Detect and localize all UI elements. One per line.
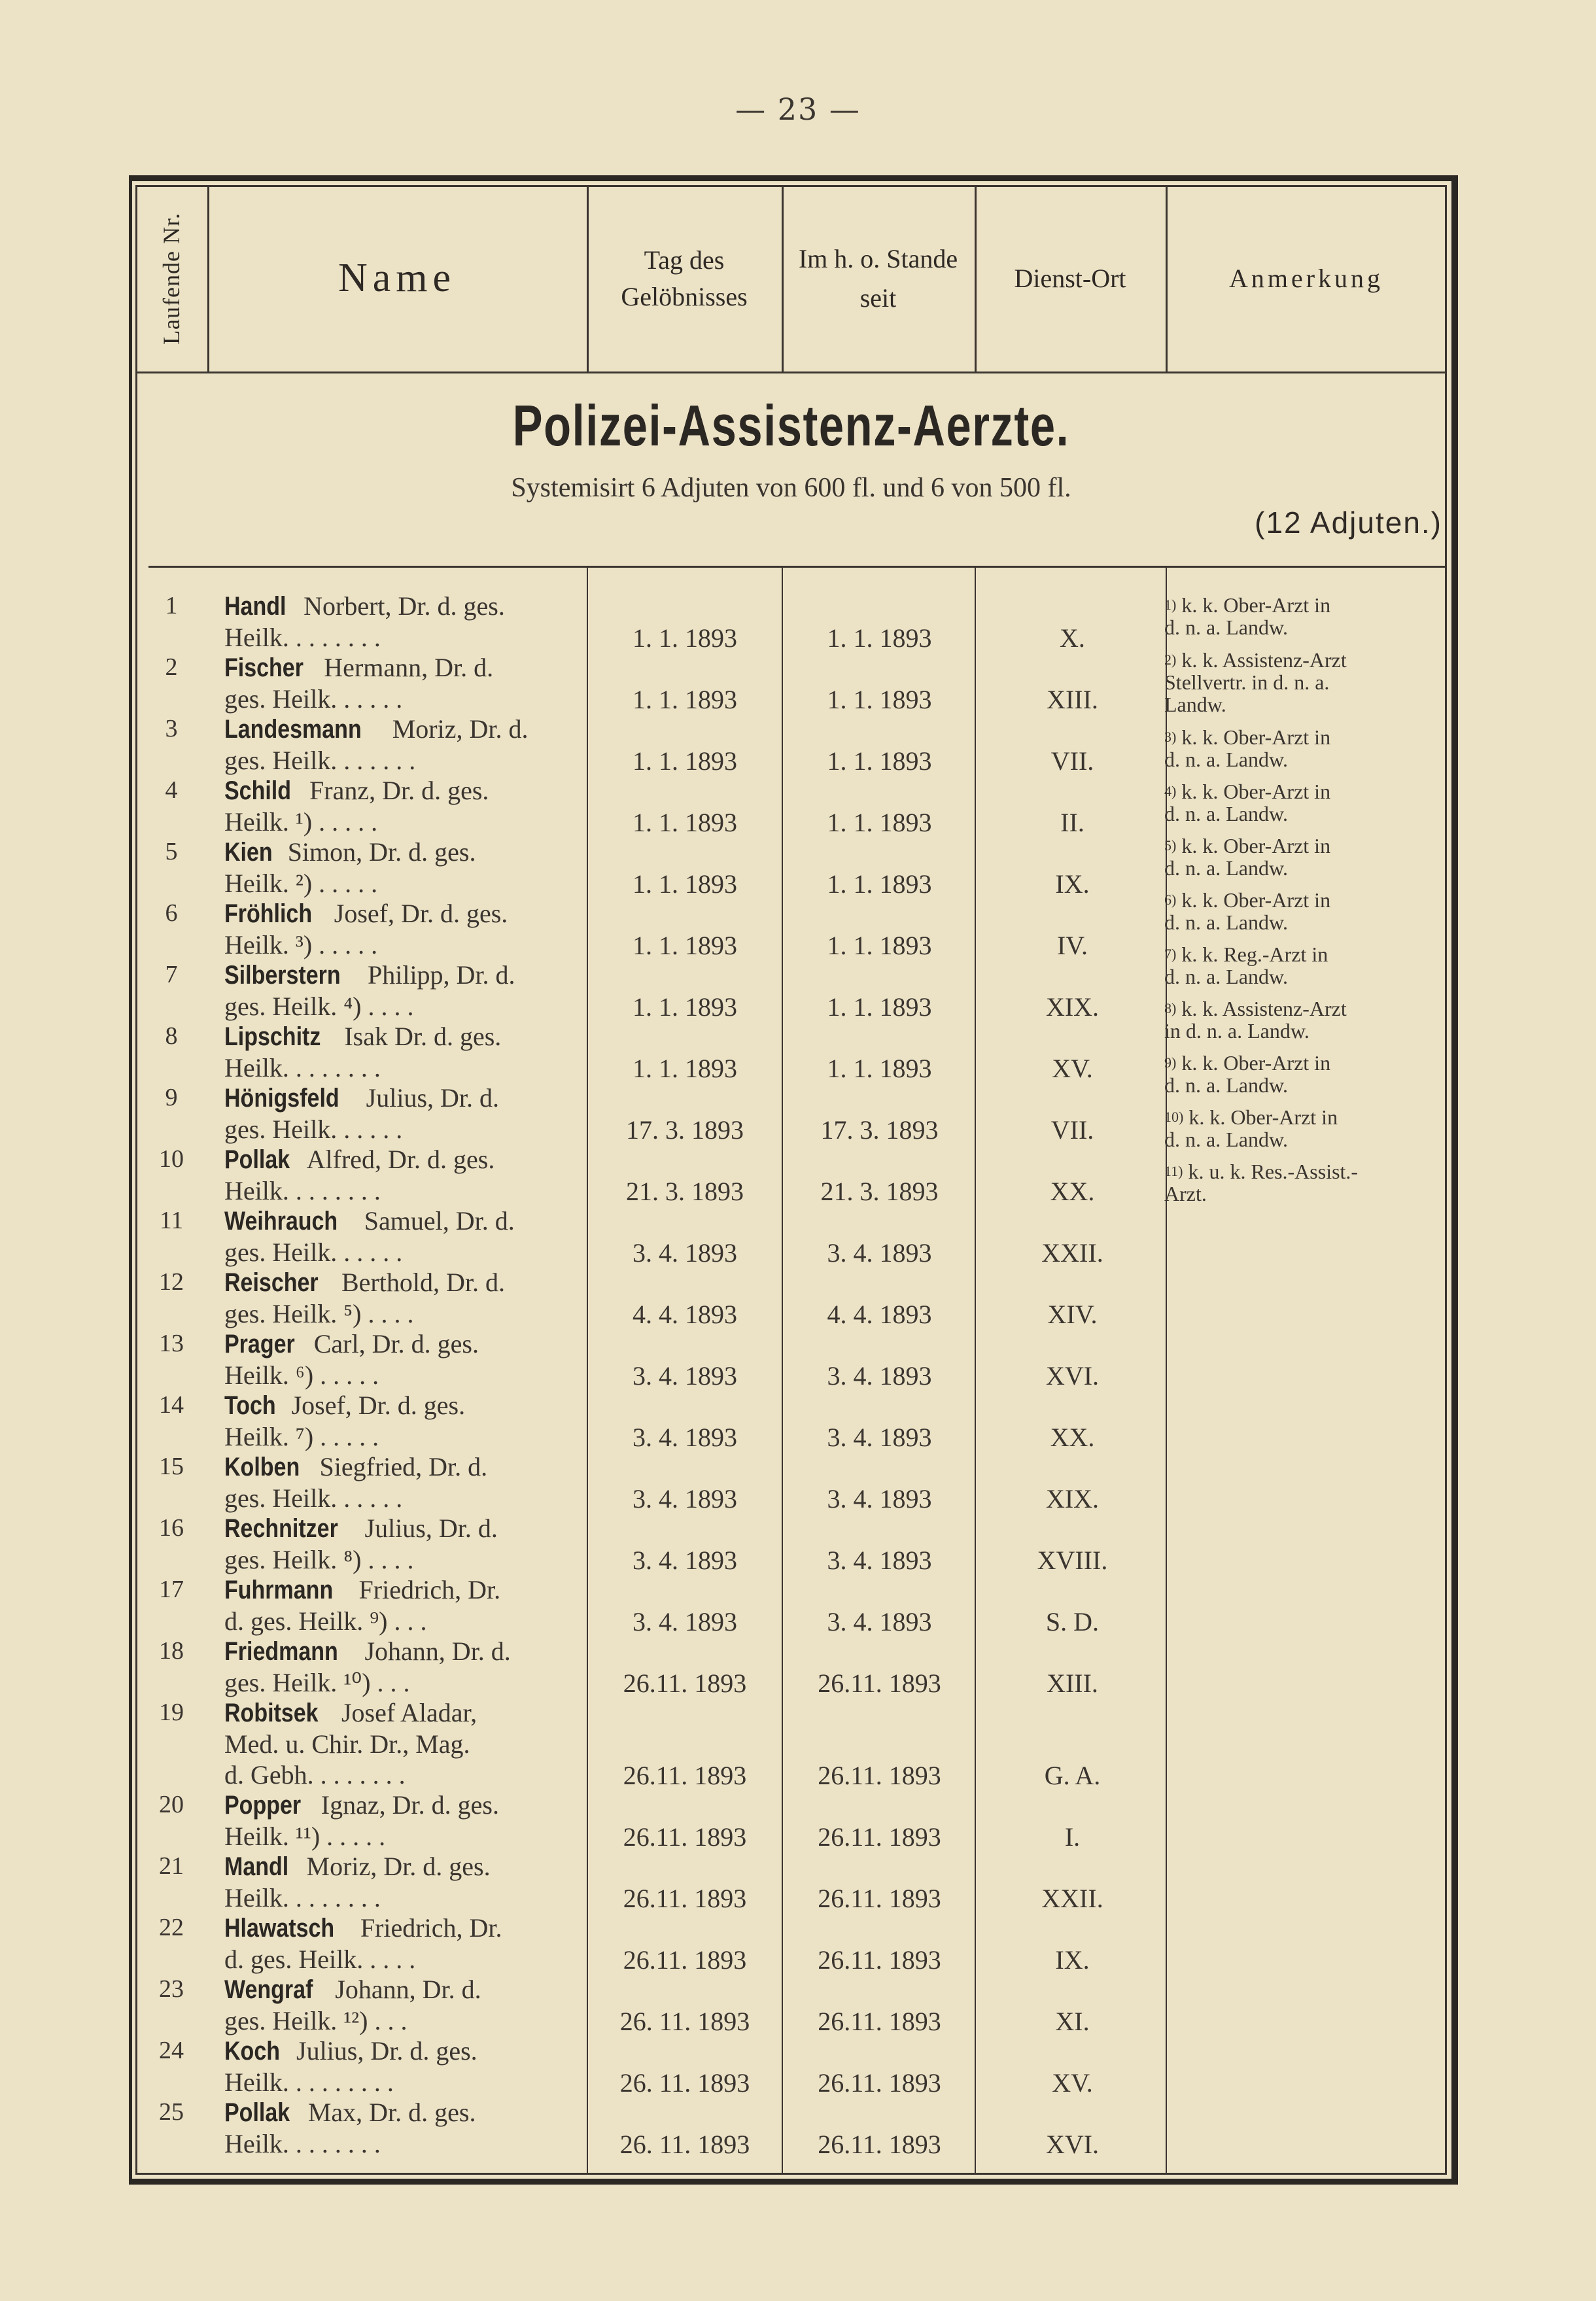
row-dienst-ort: XIII. xyxy=(1047,1669,1098,1698)
row-tag: 1. 1. 1893 xyxy=(633,1054,737,1083)
header-laufende-nr: Laufende Nr. xyxy=(158,212,185,345)
row-number: 16 xyxy=(159,1514,184,1542)
row-stand: 26.11. 1893 xyxy=(818,1761,941,1790)
table-row xyxy=(135,1451,1162,1513)
row-dienst-ort: G. A. xyxy=(1044,1761,1101,1790)
row-tag: 26.11. 1893 xyxy=(623,1669,747,1698)
row-number: 5 xyxy=(165,838,178,865)
row-dienst-ort: XXII. xyxy=(1041,1238,1103,1268)
row-dienst-ort: X. xyxy=(1060,623,1085,653)
footnote: 1) k. k. Ober-Arzt in d. n. a. Landw. xyxy=(1164,593,1331,639)
row-tag: 1. 1. 1893 xyxy=(633,992,737,1022)
row-dienst-ort: XIX. xyxy=(1045,1484,1100,1514)
row-dienst-ort: XIX. xyxy=(1045,992,1100,1022)
row-name: Friedmann Johann, Dr. d. ges. Heilk. ¹⁰) . . . xyxy=(224,1636,511,1697)
row-tag: 3. 4. 1893 xyxy=(633,1546,737,1575)
row-stand: 1. 1. 1893 xyxy=(827,869,932,899)
table-row xyxy=(135,775,1162,837)
row-tag: 3. 4. 1893 xyxy=(633,1607,737,1636)
row-tag: 21. 3. 1893 xyxy=(626,1177,744,1206)
row-tag: 4. 4. 1893 xyxy=(633,1300,737,1329)
row-dienst-ort: XV. xyxy=(1052,2068,1093,2098)
row-stand: 4. 4. 1893 xyxy=(827,1300,932,1329)
header-im-stande-seit: Im h. o. Stande seit xyxy=(798,243,958,313)
row-stand: 1. 1. 1893 xyxy=(827,623,932,653)
row-dienst-ort: IV. xyxy=(1056,931,1088,960)
row-name: Kien Simon, Dr. d. ges. Heilk. ²) . . . . . xyxy=(224,837,476,898)
table-row xyxy=(135,1636,1162,1697)
row-name: Pollak Alfred, Dr. d. ges. Heilk. . . . . . . . xyxy=(224,1145,495,1205)
footnote: 7) k. k. Reg.-Arzt in d. n. a. Landw. xyxy=(1164,943,1328,988)
row-stand: 26.11. 1893 xyxy=(818,2130,941,2159)
row-stand: 3. 4. 1893 xyxy=(827,1361,932,1391)
table-row xyxy=(135,1974,1162,2035)
footnote: 8) k. k. Assistenz-Arzt in d. n. a. Landw. xyxy=(1164,997,1347,1043)
section-count: (12 Adjuten.) xyxy=(1255,506,1442,540)
row-dienst-ort: IX. xyxy=(1055,869,1090,899)
table-row xyxy=(135,1267,1162,1328)
header-bottom-rule xyxy=(135,372,1447,373)
row-stand: 3. 4. 1893 xyxy=(827,1238,932,1268)
row-name: Koch Julius, Dr. d. ges. Heilk. . . . . . . . . xyxy=(224,2036,477,2097)
footnote: 2) k. k. Assistenz-Arzt Stellvertr. in d. n. a. Landw. xyxy=(1164,648,1347,716)
row-dienst-ort: XI. xyxy=(1055,2007,1090,2036)
row-dienst-ort: VII. xyxy=(1050,1115,1094,1145)
row-tag: 1. 1. 1893 xyxy=(633,931,737,960)
row-number: 9 xyxy=(165,1084,178,1111)
table-row xyxy=(135,837,1162,898)
table-row xyxy=(135,1790,1162,1851)
table-row xyxy=(135,1021,1162,1082)
footnote: 11) k. u. k. Res.-Assist.- Arzt. xyxy=(1164,1160,1359,1205)
row-stand: 1. 1. 1893 xyxy=(827,1054,932,1083)
row-dienst-ort: XV. xyxy=(1052,1054,1093,1083)
row-dienst-ort: I. xyxy=(1064,1822,1081,1852)
table-row xyxy=(135,1574,1162,1636)
table-row xyxy=(135,1851,1162,1912)
row-stand: 3. 4. 1893 xyxy=(827,1423,932,1452)
row-name: Reischer Berthold, Dr. d. ges. Heilk. ⁵) . . . . xyxy=(224,1268,505,1328)
row-tag: 1. 1. 1893 xyxy=(633,685,737,714)
row-stand: 26.11. 1893 xyxy=(818,2068,941,2098)
row-name: Handl Norbert, Dr. d. ges. Heilk. . . . . . . . xyxy=(224,591,505,652)
row-stand: 21. 3. 1893 xyxy=(820,1177,939,1206)
row-name: Hlawatsch Friedrich, Dr. d. ges. Heilk. . . . . xyxy=(224,1913,502,1974)
row-name: Schild Franz, Dr. d. ges. Heilk. ¹) . . . . . xyxy=(224,776,489,837)
header-anmerkung: Anmerkung xyxy=(1228,264,1384,293)
row-number: 14 xyxy=(159,1391,184,1419)
row-stand: 17. 3. 1893 xyxy=(820,1115,939,1145)
row-number: 2 xyxy=(165,653,178,681)
row-stand: 3. 4. 1893 xyxy=(827,1484,932,1514)
row-name: Popper Ignaz, Dr. d. ges. Heilk. ¹¹) . . . . . xyxy=(224,1790,499,1851)
row-dienst-ort: XIII. xyxy=(1047,685,1098,714)
table-row xyxy=(135,1513,1162,1574)
header-divider xyxy=(207,185,209,372)
table-row xyxy=(135,714,1162,775)
row-name: Fuhrmann Friedrich, Dr. d. ges. Heilk. ⁹) . . . xyxy=(224,1575,501,1636)
footnote: 10) k. k. Ober-Arzt in d. n. a. Landw. xyxy=(1164,1105,1338,1151)
row-stand: 26.11. 1893 xyxy=(818,1884,941,1913)
section-subtitle: Systemisirt 6 Adjuten von 600 fl. und 6 von 500 fl. xyxy=(511,473,1071,503)
table-row xyxy=(135,1082,1162,1144)
row-number: 19 xyxy=(159,1699,184,1726)
row-number: 10 xyxy=(159,1145,184,1173)
row-number: 22 xyxy=(159,1914,184,1941)
page-number: — 23 — xyxy=(735,92,861,127)
row-tag: 1. 1. 1893 xyxy=(633,808,737,837)
row-stand: 3. 4. 1893 xyxy=(827,1546,932,1575)
footnote: 3) k. k. Ober-Arzt in d. n. a. Landw. xyxy=(1164,725,1331,771)
row-stand: 26.11. 1893 xyxy=(818,1945,941,1975)
row-number: 6 xyxy=(165,899,178,927)
row-name: Lipschitz Isak Dr. d. ges. Heilk. . . . . . . . xyxy=(224,1022,502,1082)
footnote: 4) k. k. Ober-Arzt in d. n. a. Landw. xyxy=(1164,780,1331,825)
row-number: 20 xyxy=(159,1791,184,1818)
row-tag: 26.11. 1893 xyxy=(623,1884,747,1913)
table-row xyxy=(135,1328,1162,1390)
row-tag: 3. 4. 1893 xyxy=(633,1423,737,1452)
row-dienst-ort: XVI. xyxy=(1045,1361,1100,1391)
row-number: 21 xyxy=(159,1852,184,1880)
row-dienst-ort: XX. xyxy=(1050,1423,1095,1452)
row-stand: 26.11. 1893 xyxy=(818,2007,941,2036)
row-number: 25 xyxy=(159,2098,184,2126)
row-name: Robitsek Josef Aladar, Med. u. Chir. Dr., Mag. d. Gebh. . . . . . . . xyxy=(224,1698,477,1790)
row-dienst-ort: XXII. xyxy=(1041,1884,1103,1913)
table-row xyxy=(135,2035,1162,2097)
row-name: Fröhlich Josef, Dr. d. ges. Heilk. ³) . . . . . xyxy=(224,899,508,960)
row-number: 17 xyxy=(159,1576,184,1603)
row-number: 23 xyxy=(159,1975,184,2003)
table-row xyxy=(135,652,1162,714)
row-tag: 26.11. 1893 xyxy=(623,1761,747,1790)
footnote: 9) k. k. Ober-Arzt in d. n. a. Landw. xyxy=(1164,1051,1331,1097)
row-stand: 26.11. 1893 xyxy=(818,1822,941,1852)
row-tag: 26.11. 1893 xyxy=(623,1945,747,1975)
row-dienst-ort: VII. xyxy=(1050,746,1094,776)
row-tag: 3. 4. 1893 xyxy=(633,1238,737,1268)
row-dienst-ort: XVIII. xyxy=(1037,1546,1108,1575)
row-tag: 1. 1. 1893 xyxy=(633,623,737,653)
row-number: 4 xyxy=(165,776,178,804)
row-number: 18 xyxy=(159,1637,184,1665)
row-number: 3 xyxy=(165,715,178,742)
row-number: 11 xyxy=(159,1207,184,1234)
row-dienst-ort: IX. xyxy=(1055,1945,1090,1975)
row-tag: 26. 11. 1893 xyxy=(619,2007,750,2036)
row-dienst-ort: S. D. xyxy=(1045,1607,1100,1636)
row-name: Toch Josef, Dr. d. ges. Heilk. ⁷) . . . . . xyxy=(224,1391,466,1451)
row-dienst-ort: XVI. xyxy=(1045,2130,1100,2159)
row-name: Fischer Hermann, Dr. d. ges. Heilk. . . . . . xyxy=(224,653,494,714)
row-name: Mandl Moriz, Dr. d. ges. Heilk. . . . . . . . xyxy=(224,1852,491,1912)
row-tag: 17. 3. 1893 xyxy=(626,1115,744,1145)
row-stand: 26.11. 1893 xyxy=(818,1669,941,1698)
row-name: Prager Carl, Dr. d. ges. Heilk. ⁶) . . . . . xyxy=(224,1329,479,1390)
row-name: Weihrauch Samuel, Dr. d. ges. Heilk. . . . . . xyxy=(224,1206,515,1267)
row-number: 13 xyxy=(159,1330,184,1357)
header-name: Name xyxy=(338,256,457,300)
header-divider xyxy=(782,185,784,372)
row-name: Pollak Max, Dr. d. ges. Heilk. . . . . . . . xyxy=(224,2098,476,2158)
footnote: 5) k. k. Ober-Arzt in d. n. a. Landw. xyxy=(1164,834,1331,880)
table-row xyxy=(135,1390,1162,1451)
row-number: 15 xyxy=(159,1453,184,1480)
footnote: 6) k. k. Ober-Arzt in d. n. a. Landw. xyxy=(1164,888,1331,934)
section-bottom-rule xyxy=(148,566,1447,568)
row-stand: 1. 1. 1893 xyxy=(827,685,932,714)
table-row xyxy=(135,898,1162,960)
row-tag: 3. 4. 1893 xyxy=(633,1361,737,1391)
header-divider xyxy=(587,185,589,372)
row-name: Kolben Siegfried, Dr. d. ges. Heilk. . . . . . xyxy=(224,1452,488,1513)
table-row xyxy=(135,1697,1162,1790)
table-row xyxy=(135,1205,1162,1267)
row-name: Hönigsfeld Julius, Dr. d. ges. Heilk. . . . . . xyxy=(224,1083,500,1144)
table-row xyxy=(135,1144,1162,1205)
row-stand: 1. 1. 1893 xyxy=(827,746,932,776)
row-number: 1 xyxy=(165,592,178,619)
row-stand: 1. 1. 1893 xyxy=(827,931,932,960)
row-tag: 1. 1. 1893 xyxy=(633,869,737,899)
header-tag-des-geloebnisses: Tag des Gelöbnisses xyxy=(621,245,748,311)
table-row xyxy=(135,960,1162,1021)
header-divider xyxy=(1166,185,1168,372)
row-dienst-ort: XX. xyxy=(1050,1177,1095,1206)
row-name: Landesmann Moriz, Dr. d. ges. Heilk. . . . . . . xyxy=(224,714,529,775)
row-tag: 1. 1. 1893 xyxy=(633,746,737,776)
table-row xyxy=(135,2097,1162,2158)
row-number: 12 xyxy=(159,1268,184,1296)
header-dienst-ort: Dienst-Ort xyxy=(1014,264,1126,293)
row-name: Rechnitzer Julius, Dr. d. ges. Heilk. ⁸) . . . . xyxy=(224,1514,498,1574)
row-tag: 26. 11. 1893 xyxy=(619,2130,750,2159)
row-dienst-ort: II. xyxy=(1060,808,1084,837)
row-number: 8 xyxy=(165,1022,178,1050)
row-tag: 26. 11. 1893 xyxy=(619,2068,750,2098)
row-tag: 3. 4. 1893 xyxy=(633,1484,737,1514)
table-row xyxy=(135,591,1162,652)
section-title: Polizei-Assistenz-Aerzte. xyxy=(512,393,1070,458)
header-divider xyxy=(975,185,977,372)
row-name: Wengraf Johann, Dr. d. ges. Heilk. ¹²) . . . xyxy=(224,1975,481,2035)
row-number: 24 xyxy=(159,2037,184,2064)
row-stand: 1. 1. 1893 xyxy=(827,992,932,1022)
row-stand: 1. 1. 1893 xyxy=(827,808,932,837)
row-tag: 26.11. 1893 xyxy=(623,1822,747,1852)
row-name: Silberstern Philipp, Dr. d. ges. Heilk. ⁴) . . . . xyxy=(224,960,515,1021)
row-stand: 3. 4. 1893 xyxy=(827,1607,932,1636)
table-row xyxy=(135,1912,1162,1974)
row-dienst-ort: XIV. xyxy=(1047,1300,1098,1329)
row-number: 7 xyxy=(165,961,178,988)
